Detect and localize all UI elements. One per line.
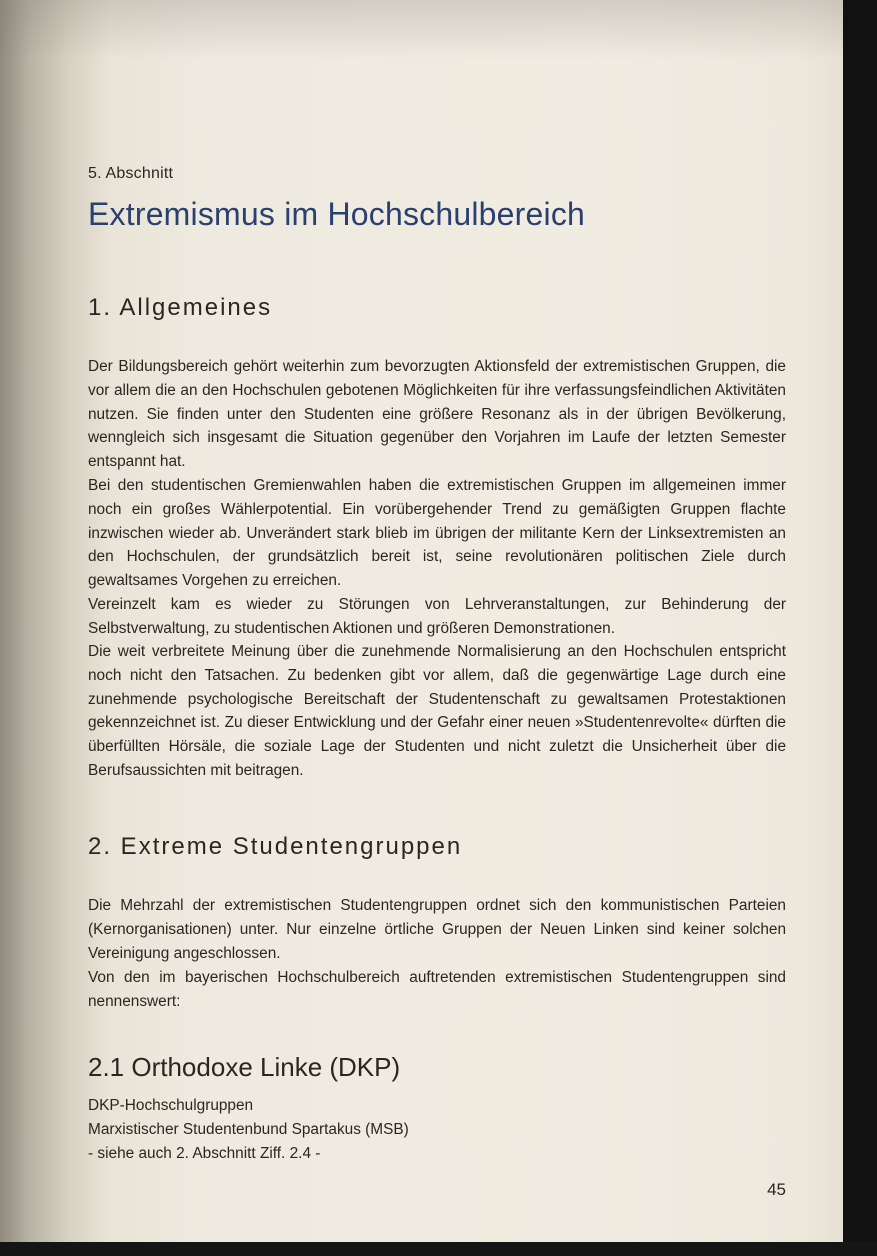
scan-border-right <box>843 0 877 1256</box>
paragraph-2: Bei den studentischen Gremienwahlen haben die extremistischen Gruppen im allgemeinen immer noch ein großes Wählerpotential. Ein vorübergehender Trend zu gemäßigten Gruppen flachte inzwischen wieder ab. Unverändert stark blieb im übrigen der militante Kern der Linksextremisten an den Hochschulen, der grundsätzlich bereit ist, seine revolutionären politischen Ziele durch gewaltsames Vorgehen zu erreichen. <box>88 477 786 590</box>
cross-reference-note: - siehe auch 2. Abschnitt Ziff. 2.4 - <box>88 1145 321 1162</box>
page-title: Extremismus im Hochschulbereich <box>88 196 586 232</box>
heading-extreme-studentengruppen: 2. Extreme Studentengruppen <box>88 833 463 860</box>
paragraph-6: Von den im bayerischen Hochschulbereich auftretenden extremistischen Studentengruppen sind nennenswert: <box>88 969 786 1010</box>
heading-allgemeines: 1. Allgemeines <box>88 294 273 321</box>
scan-border-bottom <box>0 1242 877 1256</box>
list-item-dkp-hochschulgruppen: DKP-Hochschulgruppen <box>88 1097 254 1114</box>
paragraph-4: Die weit verbreitete Meinung über die zunehmende Normalisierung an den Hochschulen entspricht noch nicht den Tatsachen. Zu bedenken gibt vor allem, daß die gegenwärtige Lage durch eine zunehmende psychologische Bereitschaft der Studentenschaft zu gewaltsamen Protestaktionen gekennzeichnet ist. Zu dieser Entwicklung und der Gefahr einer neuen »Studentenrevolte« dürften die überfüllten Hörsäle, die soziale Lage der Studenten und nicht zuletzt die Unsicherheit über die Berufsaussichten mit beitragen. <box>88 643 786 779</box>
paragraph-1: Der Bildungsbereich gehört weiterhin zum bevorzugten Aktionsfeld der extremistischen Gruppen, die vor allem die an den Hochschulen gebotenen Möglichkeiten für ihre verfassungsfeindlichen Aktivitäten nutzen. Sie finden unter den Studenten eine größere Resonanz als in der übrigen Bevölkerung, wenngleich sich insgesamt die Situation gegenüber den Vorjahren im Laufe der letzten Semester entspannt hat. <box>88 358 786 471</box>
paragraph-5: Die Mehrzahl der extremistischen Studentengruppen ordnet sich den kommunistischen Parteien (Kernorganisationen) unter. Nur einzelne örtliche Gruppen der Neuen Linken sind keiner solchen Vereinigung angeschlossen. <box>88 897 786 962</box>
scan-shadow <box>0 0 877 60</box>
paragraph-3: Vereinzelt kam es wieder zu Störungen von Lehrveranstaltungen, zur Behinderung der Selbstverwaltung, zu studentischen Aktionen und größeren Demonstrationen. <box>88 596 786 637</box>
list-item-msb: Marxistischer Studentenbund Spartakus (MSB) <box>88 1121 409 1138</box>
heading-orthodoxe-linke: 2.1 Orthodoxe Linke (DKP) <box>88 1052 401 1082</box>
section-label: 5. Abschnitt <box>88 165 174 182</box>
page-number: 45 <box>767 1180 786 1199</box>
